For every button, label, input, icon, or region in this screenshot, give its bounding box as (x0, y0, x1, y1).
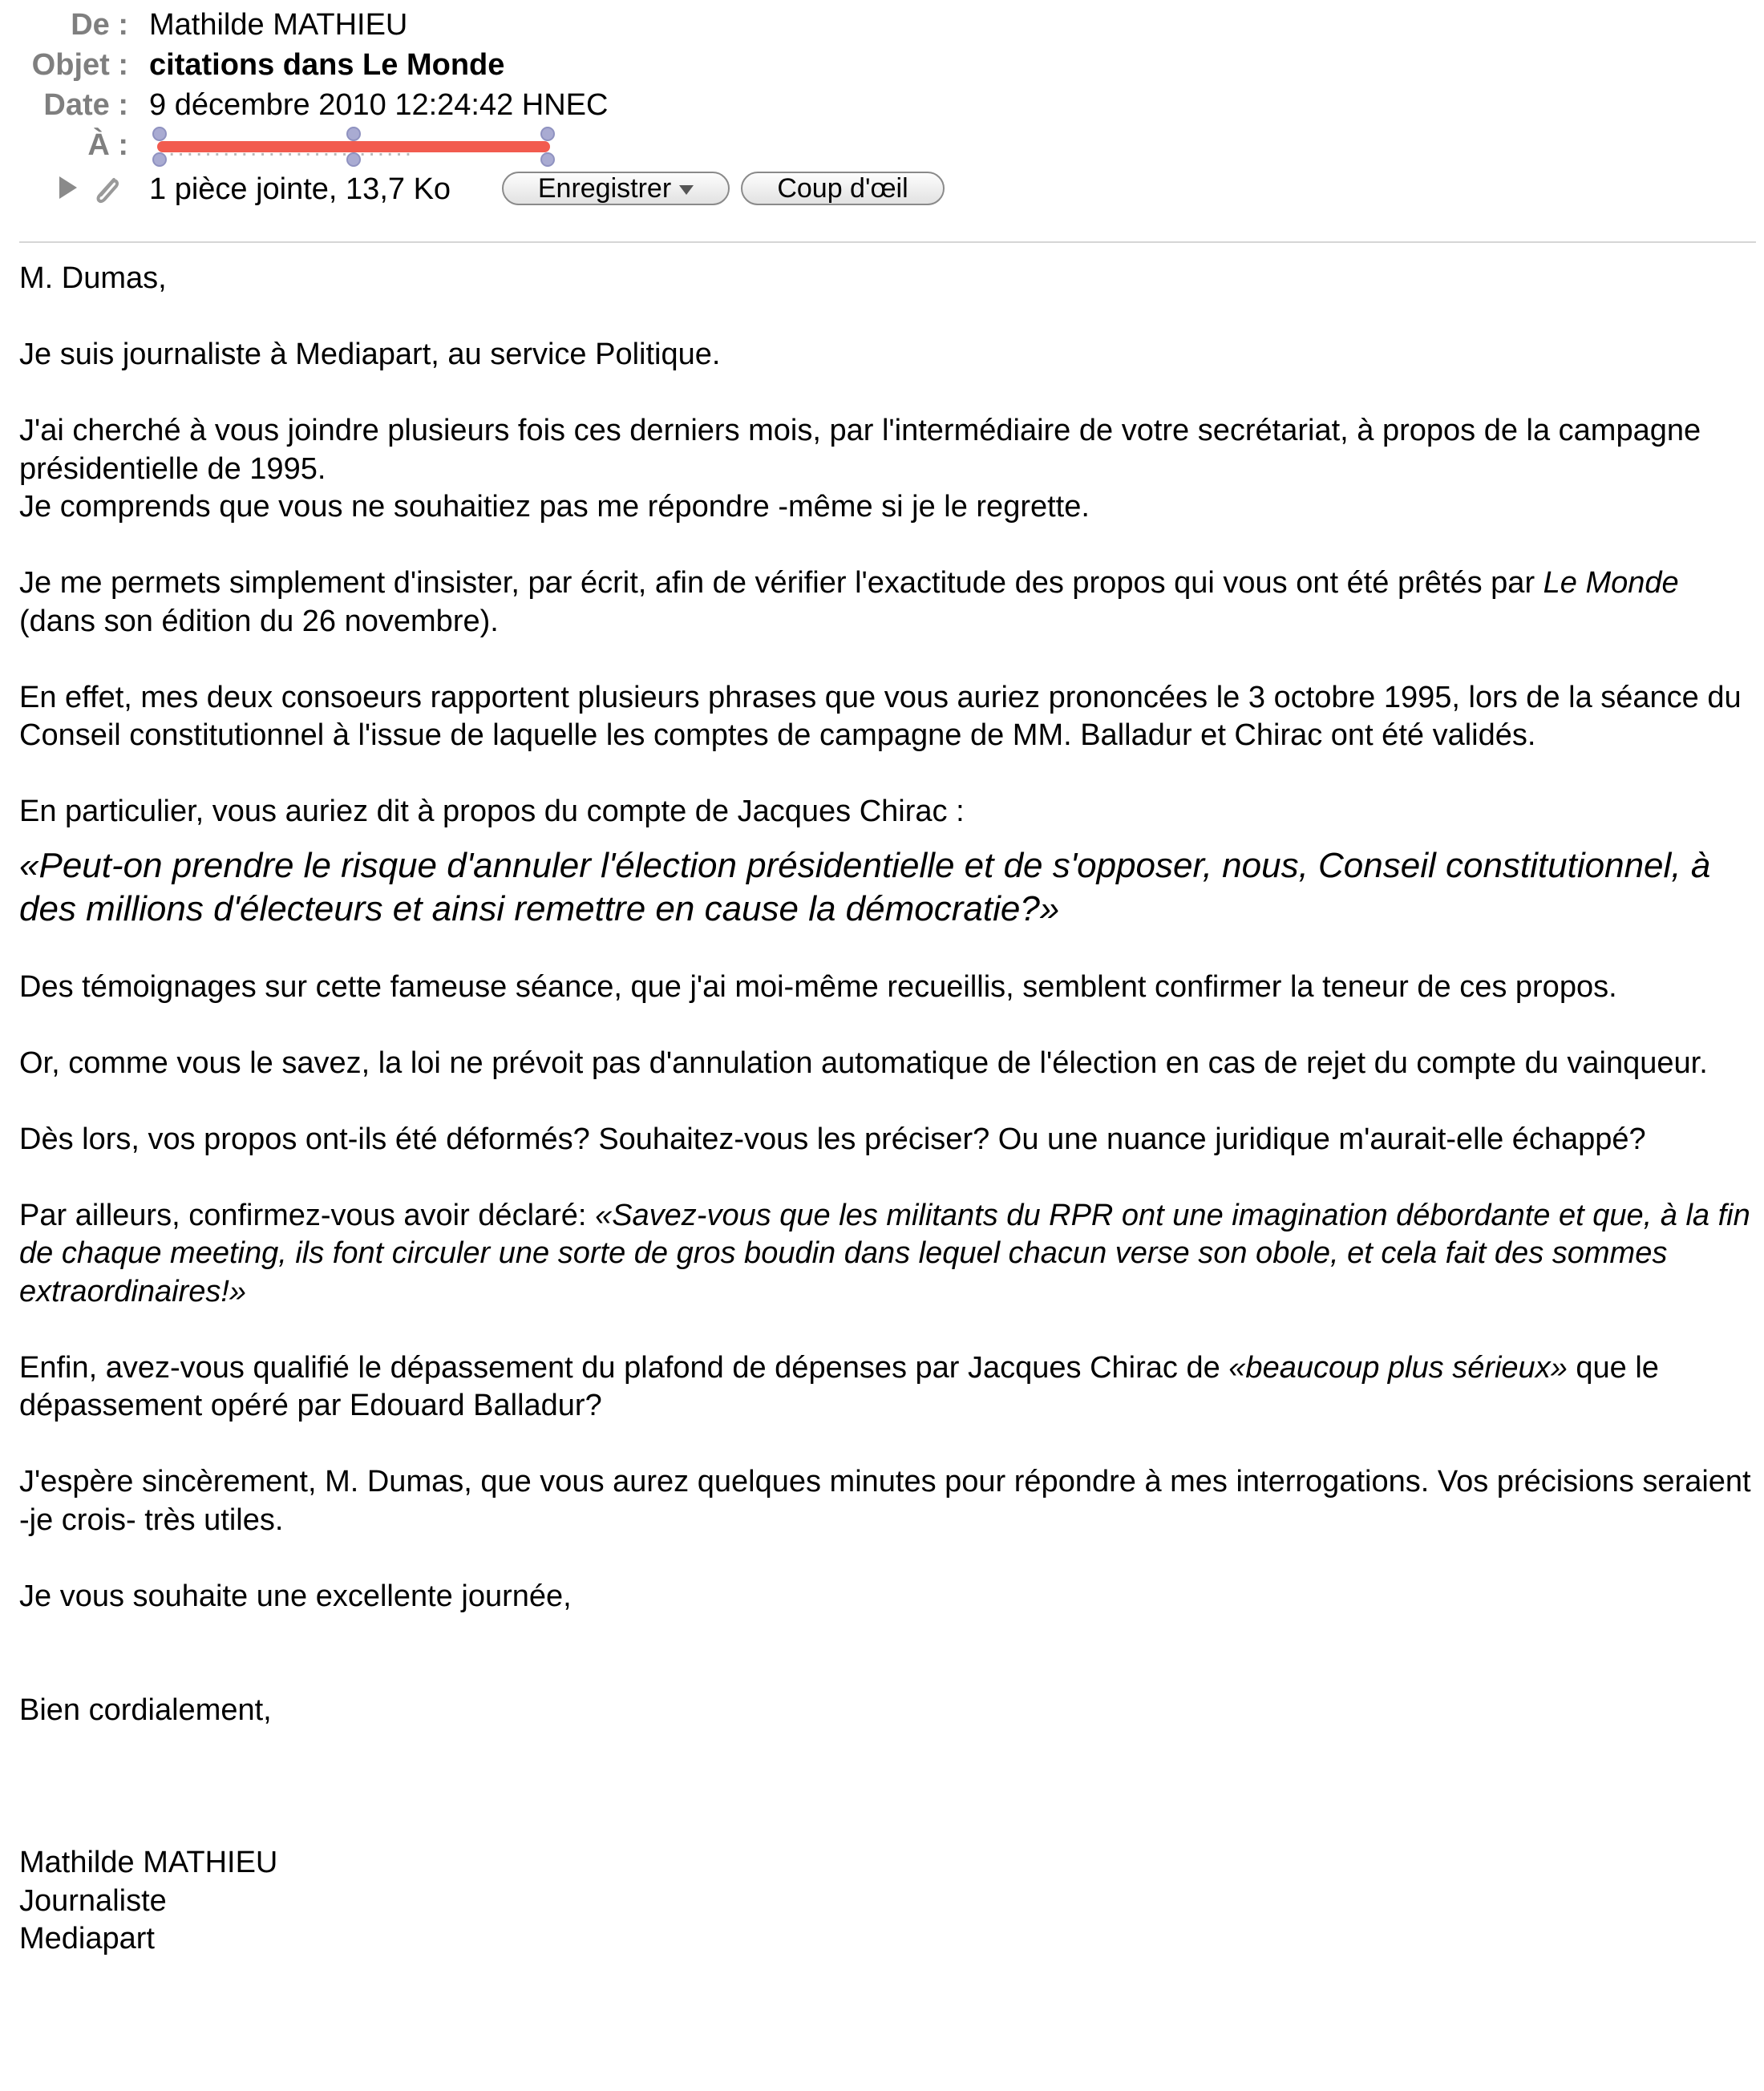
date-label: Date : (43, 88, 128, 122)
verify-text-start: Je me permets simplement d'insister, par écrit, afin de vérifier l'exactitude des propos qui vous ont été prêtés par (19, 566, 1544, 600)
ceiling-text-start: Enfin, avez-vous qualifié le dépassement du plafond de dépenses par Jacques Chirac de (19, 1350, 1229, 1385)
handle-dot-top-left[interactable] (152, 127, 167, 141)
subject-label: Objet : (31, 48, 128, 82)
from-row (0, 5, 1764, 45)
salutation: M. Dumas, (19, 261, 167, 295)
redacted-recipient[interactable] (157, 131, 550, 159)
handle-dot-top-right[interactable] (540, 127, 555, 141)
particular-paragraph: En particulier, vous auriez dit à propos du compte de Jacques Chirac : (19, 795, 965, 828)
from-value[interactable]: Mathilde MATHIEU (149, 8, 408, 42)
verify-paragraph (19, 564, 1751, 641)
contact-line-1: J'ai cherché à vous joindre plusieurs fois ces derniers mois, par l'intermédiaire de votre secrétariat, à propos de la campagne présidentielle de 1995. (19, 414, 1701, 486)
save-attachment-button[interactable] (502, 172, 730, 205)
to-label: À : (87, 128, 128, 162)
save-button-label: Enregistrer (537, 173, 672, 204)
message-body (19, 260, 1751, 1959)
law-paragraph: Or, comme vous le savez, la loi ne prévoit pas d'annulation automatique de l'élection en cas de rejet du compte du vainqueur. (19, 1046, 1708, 1080)
ceiling-paragraph (19, 1349, 1751, 1426)
disclosure-triangle-icon[interactable] (59, 176, 77, 199)
from-label: De : (71, 8, 128, 42)
rpr-quote: «Savez-vous que les militants du RPR ont une imagination débordante et que, à la fin de chaque meeting, ils font circuler une sorte de gros boudin dans lequel chacun verse son obole, et cela fait des sommes extraordinaires!» (19, 1198, 1750, 1308)
subject-value: citations dans Le Monde (149, 48, 505, 82)
hope-paragraph: J'espère sincèrement, M. Dumas, que vous aurez quelques minutes pour répondre à mes interrogations. Vos précisions seraient -je crois- très utiles. (19, 1465, 1751, 1537)
contact-paragraph (19, 412, 1751, 527)
header-divider (19, 241, 1756, 243)
attachment-summary: 1 pièce jointe, 13,7 Ko (149, 172, 451, 206)
redaction-stroke (157, 141, 550, 152)
quick-look-label: Coup d'œil (777, 173, 908, 204)
handle-dot-top-mid[interactable] (346, 127, 361, 141)
email-header (0, 5, 1764, 213)
verify-text-end: (dans son édition du 26 novembre). (19, 604, 499, 638)
date-value: 9 décembre 2010 12:24:42 HNEC (149, 88, 609, 122)
questions-paragraph: Dès lors, vos propos ont-ils été déformés? Souhaitez-vous les préciser? Ou une nuance juridique m'aurait-elle échappé? (19, 1122, 1646, 1156)
paperclip-icon (90, 175, 123, 207)
signature-role: Journaliste (19, 1883, 167, 1918)
rpr-text-start: Par ailleurs, confirmez-vous avoir déclaré: (19, 1198, 596, 1232)
contact-line-2: Je comprends que vous ne souhaitiez pas me répondre -même si je le regrette. (19, 490, 1090, 524)
signature (19, 1844, 1751, 1959)
signature-name: Mathilde MATHIEU (19, 1846, 278, 1879)
intro-paragraph: Je suis journaliste à Mediapart, au service Politique. (19, 338, 721, 371)
subject-row (0, 45, 1764, 85)
ceiling-quote: «beaucoup plus sérieux» (1228, 1350, 1568, 1385)
rpr-paragraph (19, 1197, 1751, 1312)
date-row (0, 85, 1764, 125)
testimony-paragraph: Des témoignages sur cette fameuse séance, que j'ai moi-même recueillis, semblent confirmer la teneur de ces propos. (19, 969, 1617, 1004)
report-paragraph: En effet, mes deux consoeurs rapportent plusieurs phrases que vous auriez prononcées le 3 octobre 1995, lors de la séance du Conseil constitutionnel à l'issue de laquelle les comptes de campagne de MM. Balladur et Chirac ont été validés. (19, 680, 1742, 752)
greeting: Je vous souhaite une excellente journée, (19, 1579, 572, 1613)
quick-look-button[interactable] (741, 172, 945, 205)
main-quote: «Peut-on prendre le risque d'annuler l'élection présidentielle et de s'opposer, nous, Conseil constitutionnel, à des millions d'électeurs et ainsi remettre en cause la démocratie?» (19, 845, 1711, 928)
to-row (0, 125, 1764, 165)
verify-newspaper: Le Monde (1543, 566, 1679, 600)
ceiling-text-end: que le dépassement opéré par Edouard Balladur? (19, 1350, 1659, 1422)
chevron-down-icon (679, 185, 694, 195)
signature-org: Mediapart (19, 1922, 155, 1956)
attachment-row (0, 165, 1764, 213)
closing: Bien cordialement, (19, 1693, 272, 1727)
